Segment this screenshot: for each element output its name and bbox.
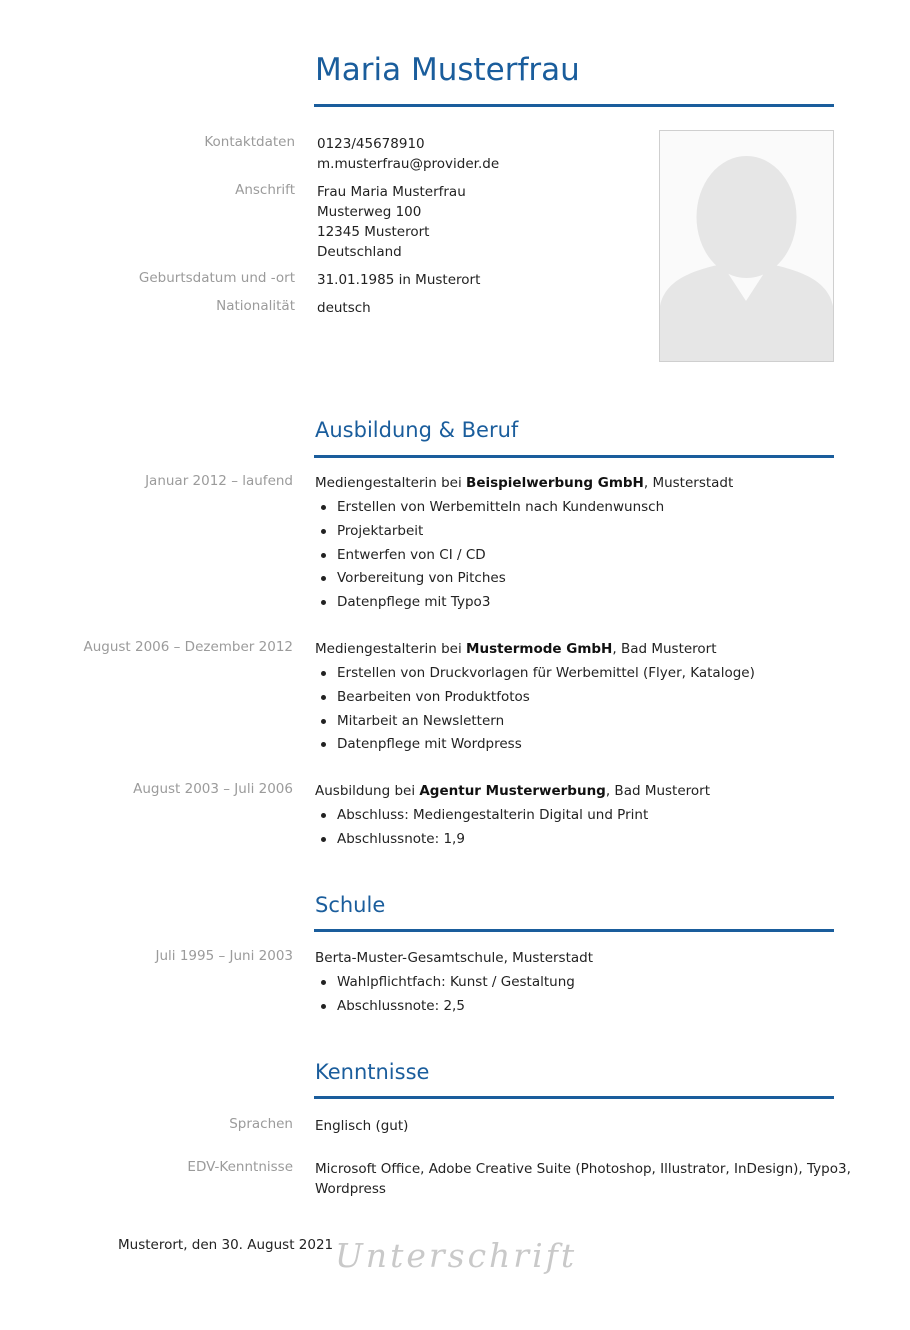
role: Mediengestalterin bei	[315, 475, 467, 491]
address-line: Frau Maria Musterfrau	[317, 184, 466, 200]
section-title-skills: Kenntnisse	[315, 1060, 430, 1084]
section-divider	[314, 929, 834, 932]
list-item: Abschlussnote: 2,5	[315, 996, 835, 1016]
birth-value: 31.01.1985 in Musterort	[317, 272, 481, 288]
entry-heading	[315, 473, 835, 493]
person-silhouette-icon	[660, 131, 833, 361]
section-title-school: Schule	[315, 893, 386, 917]
entry-date: August 2006 – Dezember 2012	[83, 639, 293, 655]
list-item: Abschlussnote: 1,9	[315, 829, 835, 849]
contact-label: Kontaktdaten	[204, 134, 295, 150]
company: Agentur Musterwerbung	[419, 783, 606, 799]
location: , Musterstadt	[643, 475, 734, 491]
location: , Bad Musterort	[612, 641, 717, 657]
address-line: Musterweg 100	[317, 204, 422, 220]
nationality-label: Nationalität	[216, 298, 295, 314]
page-title: Maria Musterfrau	[315, 52, 580, 88]
email: m.musterfrau@provider.de	[317, 156, 500, 172]
bullet-list	[315, 972, 835, 1016]
section-divider	[314, 1096, 834, 1099]
section-divider	[314, 455, 834, 458]
company: Beispielwerbung GmbH	[466, 475, 644, 491]
section-title-work: Ausbildung & Beruf	[315, 418, 519, 442]
profile-photo	[659, 130, 834, 362]
title-divider	[314, 104, 834, 107]
school-entry	[315, 948, 835, 1020]
address-value	[317, 182, 466, 262]
list-item: Entwerfen von CI / CD	[315, 545, 835, 565]
it-skills-value	[315, 1159, 851, 1199]
bullet-list	[315, 497, 835, 612]
location: , Bad Musterort	[605, 783, 711, 799]
entry-heading: Berta-Muster-Gesamtschule, Musterstadt	[315, 950, 594, 966]
list-item: Projektarbeit	[315, 521, 835, 541]
languages-value	[315, 1116, 835, 1136]
list-item: Mitarbeit an Newslettern	[315, 711, 835, 731]
nationality-value: deutsch	[317, 300, 371, 316]
company: Mustermode GmbH	[466, 641, 613, 657]
address-line: Deutschland	[317, 244, 402, 260]
it-skills-label: EDV-Kenntnisse	[187, 1159, 293, 1175]
address-line: 12345 Musterort	[317, 224, 430, 240]
role: Ausbildung bei	[315, 783, 420, 799]
bullet-list	[315, 805, 835, 849]
list-item: Abschluss: Mediengestalterin Digital und Print	[315, 805, 835, 825]
languages-text: Englisch (gut)	[315, 1118, 409, 1134]
list-item: Erstellen von Druckvorlagen für Werbemittel (Flyer, Kataloge)	[315, 663, 835, 683]
languages-label: Sprachen	[229, 1116, 293, 1132]
address-label: Anschrift	[235, 182, 295, 198]
it-skills-line: Microsoft Office, Adobe Creative Suite (Photoshop, Illustrator, InDesign), Typo3,	[315, 1161, 851, 1177]
signature: Unterschrift	[335, 1236, 578, 1275]
role: Mediengestalterin bei	[315, 641, 467, 657]
entry-heading	[315, 781, 835, 801]
it-skills-line: Wordpress	[315, 1181, 386, 1197]
birth-label: Geburtsdatum und -ort	[138, 270, 295, 286]
entry-date: August 2003 – Juli 2006	[133, 781, 293, 797]
contact-value	[317, 134, 499, 174]
bullet-list	[315, 663, 835, 754]
list-item: Datenpflege mit Wordpress	[315, 734, 835, 754]
list-item: Datenpflege mit Typo3	[315, 592, 835, 612]
work-entry	[315, 639, 835, 758]
list-item: Erstellen von Werbemitteln nach Kundenwunsch	[315, 497, 835, 517]
list-item: Wahlpflichtfach: Kunst / Gestaltung	[315, 972, 835, 992]
list-item: Bearbeiten von Produktfotos	[315, 687, 835, 707]
place-date: Musterort, den 30. August 2021	[118, 1237, 334, 1253]
phone: 0123/45678910	[317, 136, 425, 152]
work-entry	[315, 473, 835, 616]
work-entry	[315, 781, 835, 853]
entry-heading	[315, 639, 835, 659]
list-item: Vorbereitung von Pitches	[315, 568, 835, 588]
entry-date: Juli 1995 – Juni 2003	[155, 948, 293, 964]
entry-date: Januar 2012 – laufend	[145, 473, 293, 489]
